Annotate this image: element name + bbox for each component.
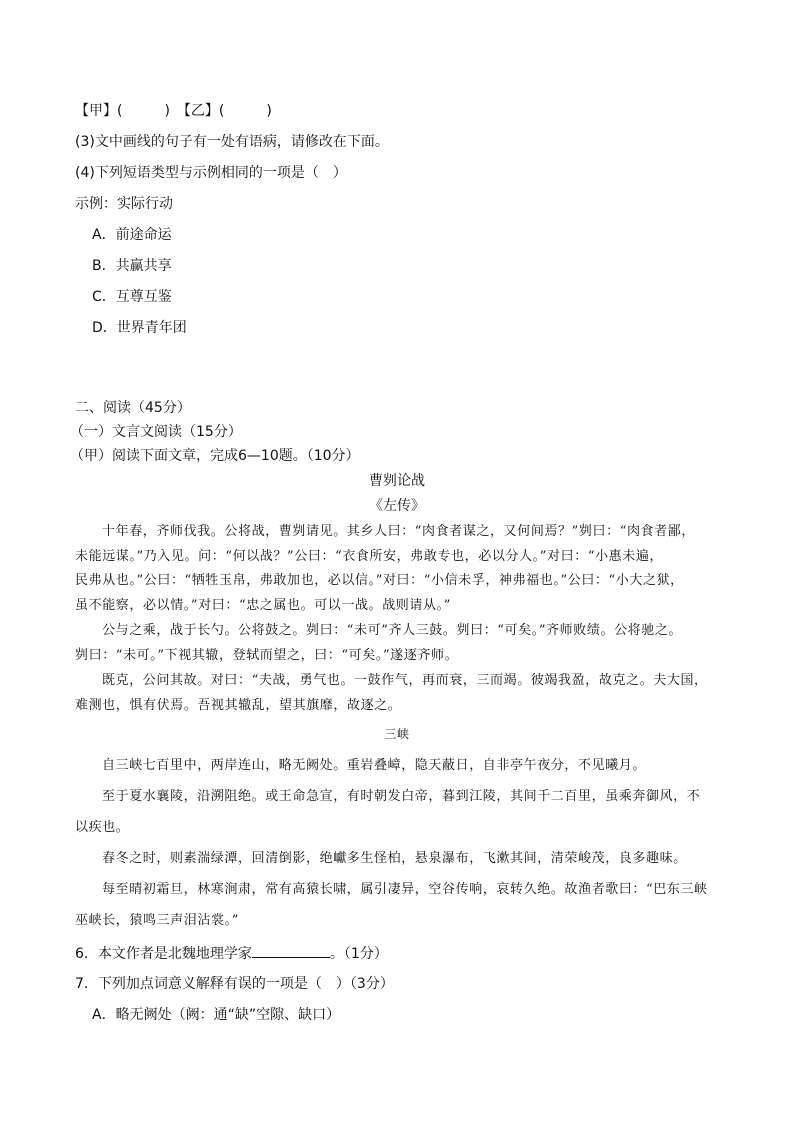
text2-line: 自三峡七百里中，两岸连山，略无阙处。重岩叠嶂，隐天蔽日，自非亭午夜分，不见曦月。 bbox=[102, 758, 647, 773]
text1-line: 公与之乘，战于长勺。公将鼓之。刿曰：“未可”齐人三鼓。刿曰：“可矣。”齐师败绩。公将驰之。 bbox=[102, 623, 683, 638]
answer-line: 【甲】( ) 【乙】( ) bbox=[75, 103, 272, 119]
answer-blank[interactable] bbox=[252, 943, 330, 958]
section-title: 二、阅读（45分） bbox=[75, 400, 191, 416]
text1-line: 虽不能察，必以情。”对曰：“忠之属也。可以一战。战则请从。” bbox=[75, 598, 451, 613]
text2-title: 三峡 bbox=[384, 727, 410, 741]
text2-line: 以疾也。 bbox=[75, 820, 130, 835]
text1-title: 曹刿论战 bbox=[369, 473, 425, 489]
option-a: A．前途命运 bbox=[92, 227, 172, 243]
text1-line: 十年春，齐师伐我。公将战，曹刿请见。其乡人曰：“肉食者谋之，又何间焉？”刿曰：“肉食者鄙， bbox=[102, 524, 695, 539]
option-b: B．共赢共享 bbox=[92, 258, 172, 274]
question-7: 7．下列加点词意义解释有误的一项是（ ）（3分） bbox=[75, 976, 394, 992]
option-c: C．互尊互鉴 bbox=[92, 289, 172, 305]
jia-intro: （甲）阅读下面文章，完成6—10题。（10分） bbox=[70, 448, 360, 464]
text2-line: 春冬之时，则素湍绿潭，回清倒影，绝巘多生怪柏，悬泉瀑布，飞漱其间，清荣峻茂，良多趣味。 bbox=[102, 851, 687, 866]
text1-line: 民弗从也。”公曰：“牺牲玉帛，弗敢加也，必以信。”对曰：“小信未孚，神弗福也。”公曰：“小大之狱， bbox=[75, 573, 684, 588]
text2-line: 至于夏水襄陵，沿溯阻绝。或王命急宣，有时朝发白帝，暮到江陵，其间千二百里，虽乘奔御风，不 bbox=[102, 789, 701, 804]
section-subtitle: （一）文言文阅读（15分） bbox=[70, 424, 242, 440]
question-6 bbox=[75, 943, 388, 964]
text2-line: 巫峡长，猿鸣三声泪沾裳。” bbox=[75, 913, 239, 928]
text1-line: 刿曰：“未可。”下视其辙，登轼而望之，曰：“可矣。”遂逐齐师。 bbox=[75, 648, 459, 663]
text1-line: 未能远谋。”乃入见。问：“何以战？”公曰：“衣食所安，弗敢专也，必以分人。”对曰：“小惠未遍， bbox=[75, 549, 664, 564]
option-d: D．世界青年团 bbox=[92, 320, 187, 336]
question-7-option-a: A．略无阙处（阙：通“缺”空隙、缺口） bbox=[92, 1007, 341, 1023]
question-6-score: 。（1分） bbox=[329, 946, 388, 962]
text1-source: 《左传》 bbox=[369, 498, 425, 514]
question-4: (4)下列短语类型与示例相同的一项是（ ） bbox=[75, 165, 347, 181]
text1-line: 难测也，惧有伏焉。吾视其辙乱，望其旗靡，故逐之。 bbox=[75, 698, 402, 713]
text1-line: 既克，公问其故。对曰：“夫战，勇气也。一鼓作气，再而衰，三而竭。彼竭我盈，故克之。夫大国， bbox=[102, 673, 708, 688]
example-text: 示例：实际行动 bbox=[75, 196, 173, 212]
text2-line: 每至晴初霜旦，林寒涧肃，常有高猿长啸，属引凄异，空谷传响，哀转久绝。故渔者歌曰：“巴东三峡 bbox=[102, 882, 708, 897]
question-6-text: 6．本文作者是北魏地理学家 bbox=[75, 946, 252, 962]
question-3: (3)文中画线的句子有一处有语病，请修改在下面。 bbox=[75, 134, 389, 150]
